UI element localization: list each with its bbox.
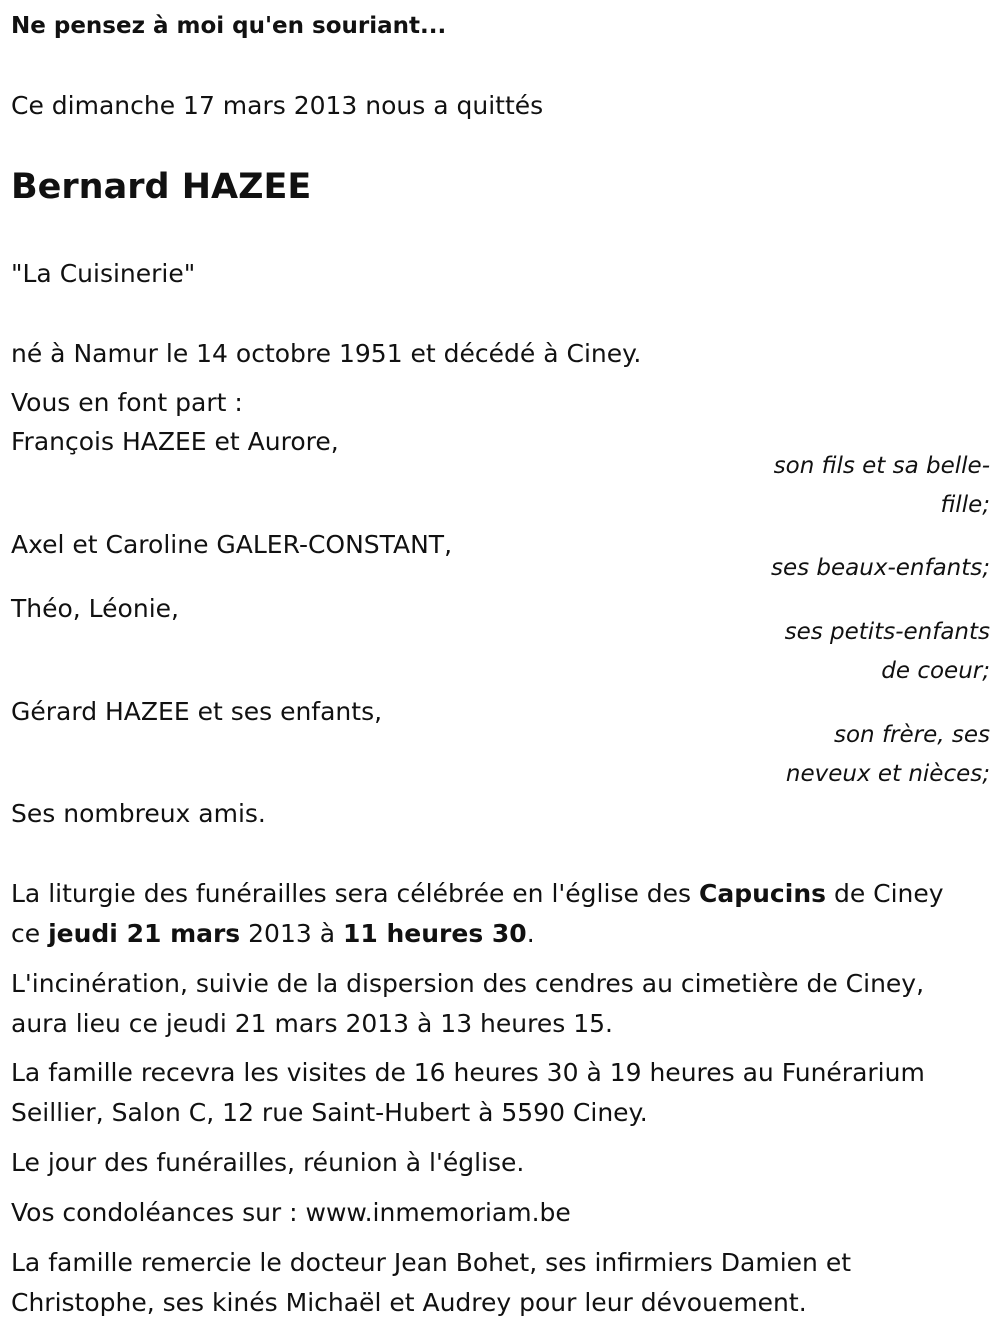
family-member-name: Axel et Caroline GALER-CONSTANT, [11,530,453,559]
funeral-text: La liturgie des funérailles sera célébrée en l'église des [11,879,700,908]
meeting-line: Le jour des funérailles, réunion à l'église. [11,1148,525,1177]
funeral-text: 2013 à [240,919,343,948]
family-member-name: François HAZEE et Aurore, [11,427,339,456]
family-member-name: Théo, Léonie, [11,594,179,623]
incineration-line: L'incinération, suivie de la dispersion des cendres au cimetière de Ciney, [11,969,925,998]
motto: Ne pensez à moi qu'en souriant... [11,13,447,39]
funeral-text: . [526,919,535,948]
intro-text: Ce dimanche 17 mars 2013 nous a quittés [11,91,544,120]
family-relation: neveux et nièces; [785,761,990,787]
family-relation: ses petits-enfants [784,619,990,645]
family-relation: fille; [940,492,990,518]
funeral-day: jeudi 21 mars [48,919,241,948]
friends-line: Ses nombreux amis. [11,799,266,828]
condolences-line: Vos condoléances sur : www.inmemoriam.be [11,1198,571,1227]
funeral-time: 11 heures 30 [343,919,527,948]
funeral-line-2 [11,914,535,954]
incineration-line: aura lieu ce jeudi 21 mars 2013 à 13 heures 15. [11,1009,613,1038]
family-relation: son frère, ses [834,722,990,748]
funeral-text: ce [11,919,49,948]
church-name: Capucins [699,879,826,908]
visits-line: Seillier, Salon C, 12 rue Saint-Hubert à 5590 Ciney. [11,1098,648,1127]
family-relation: de coeur; [881,658,990,684]
family-relation: son fils et sa belle- [773,453,990,479]
birth-death-line: né à Namur le 14 octobre 1951 et décédé à Ciney. [11,339,642,368]
funeral-text: de Ciney [826,879,944,908]
nickname: "La Cuisinerie" [11,259,196,288]
announce-line: Vous en font part : [11,388,243,417]
family-member-name: Gérard HAZEE et ses enfants, [11,697,383,726]
visits-line: La famille recevra les visites de 16 heures 30 à 19 heures au Funérarium [11,1058,925,1087]
family-relation: ses beaux-enfants; [770,555,990,581]
thanks-line: La famille remercie le docteur Jean Bohet, ses infirmiers Damien et [11,1248,852,1277]
deceased-name: Bernard HAZEE [11,167,312,207]
thanks-line: Christophe, ses kinés Michaël et Audrey pour leur dévouement. [11,1288,807,1317]
funeral-line-1 [11,874,944,914]
